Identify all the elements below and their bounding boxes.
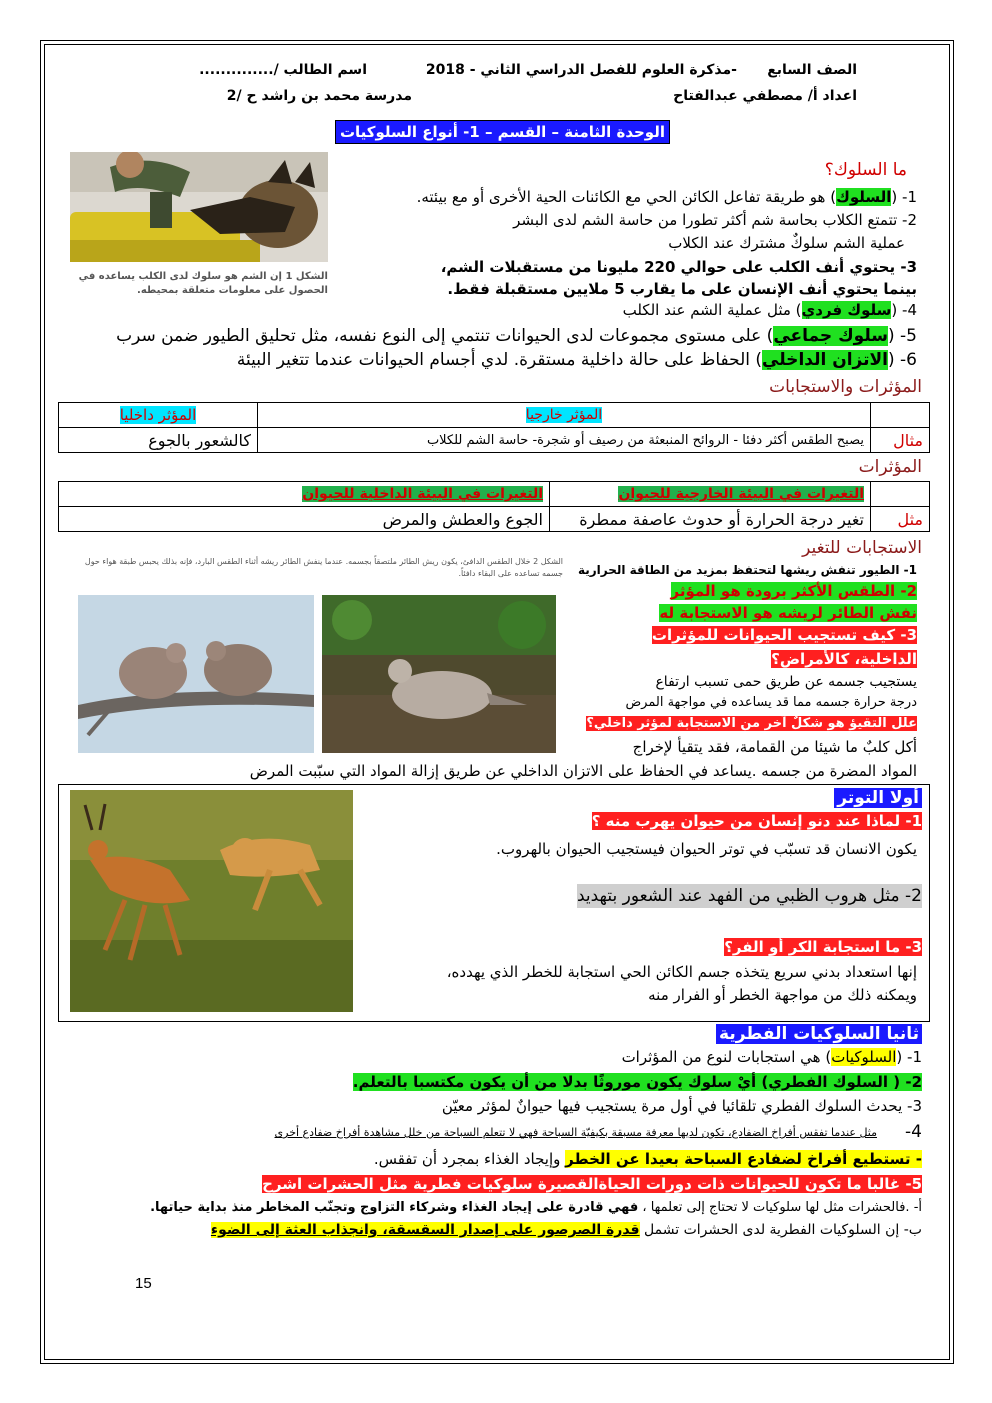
innate-l8-pre: ب- إن السلوكيات الفطرية لدى الحشرات تشمل [639,1222,922,1238]
innate-line-4-num: 4- [905,1122,922,1142]
header-school: مدرسة محمد بن راشد ح /2 [226,88,412,104]
stress-q3: 3- ما استجابة الكر أو الفر؟ [724,938,922,956]
behavior-l5-post: ) على مستوى مجموعات لدى الحيوانات تنتمي إلى النوع نفسه، مثل تحليق الطيور ضمن سرب [116,326,774,346]
stimuli-table [58,402,930,453]
stimuli-table-corner [871,403,930,428]
innate-line-8 [211,1222,922,1238]
response-1: 1- الطيور تنفش ريشها لتحتفظ بمزيد من الطاقة الحرارية [577,563,917,577]
unit-title: الوحدة الثامنة – القسم – 1- أنواع السلوكيات [335,120,670,144]
behavior-l1-post: ) هو طريقة تفاعل الكائن الحي مع الكائنات الحية الأخرى أو مع بيئته. [416,188,837,206]
cheetah-gazelle-photo [70,790,353,1012]
changes-external-header-label: التغيرات في البيئة الخارجية للحيوان [618,486,864,502]
behavior-l1-term: السلوك [836,188,892,206]
innate-l7-pre: أ- .فالحشرات مثل لها سلوكيات لا تحتاج إلى تعلمها ، [638,1200,922,1215]
changes-table-corner [871,482,930,507]
behavior-line-6 [237,350,917,370]
changes-table-external-header [550,482,871,507]
changes-table [58,481,930,532]
behavior-l4-pre: 4- ( [891,301,917,319]
innate-l7-post: فهي قادرة على إيجاد الغذاء وشركاء التزاوج وتجنّب المخاطر منذ بداية حياتها. [150,1200,639,1215]
stimuli-table-external-header [258,403,871,428]
dog-sniffing-photo [70,152,328,262]
behavior-l4-post: ) مثل عملية الشم عند الكلب [622,301,802,319]
figure1-caption: الشكل 1 إن الشم هو سلوك لدى الكلب يساعده في الحصول على معلومات متعلقة بمحيطه. [78,271,328,296]
behavior-l5-term: سلوك جماعي [773,326,888,346]
stress-a3b: ويمكنه ذلك من مواجهة الخطر أو الفرار منه [648,986,917,1004]
behavior-l6-pre: 6- ( [888,350,917,370]
response-6b: المواد المضرة من جسمه .يساعد في الحفاظ على الاتزان الداخلي عن طريق إزالة المواد التي سبّبت المرض [249,762,917,780]
behavior-line-4 [623,301,917,319]
changes-table-internal: الجوع والعطش والمرض [59,507,550,532]
stimuli-table-internal-header [59,403,258,428]
header-student-name: اسم الطالب /.............. [199,62,367,78]
behavior-l1-pre: 1- ( [891,188,917,206]
stimuli-table-row-label: مثال [871,428,930,453]
doves-cold-photo [78,595,314,753]
changes-table-external: تغير درجة الحرارة أو حدوث عاصفة ممطرة [550,507,871,532]
innate-line-5 [374,1150,922,1168]
behavior-line-3: 3- يحتوي أنف الكلب على حوالي 220 مليونا من مستقبلات الشم، [440,258,917,276]
behavior-l6-term: الاتزان الداخلي [762,350,888,370]
innate-l5-rest: وإيجاد الغذاء بمجرد أن تفقس. [373,1150,566,1168]
innate-line-1 [622,1048,922,1066]
behavior-line-2: 2- تتمتع الكلاب بحاسة شم أكثر تطورا من حاسة الشم لدى البشر [513,211,917,229]
response-2b: نفش الطائر لريشه هو الاستجابة له [659,604,917,622]
innate-line-3: 3- يحدث السلوك الفطري تلقائيا في أول مرة يستجيب فيها حيوانٌ لمؤثر معيّن [441,1097,922,1115]
header-prepared-by: اعداد أ/ مصطفي عبدالفتاح [673,88,857,104]
innate-l1-term: السلوكيات [831,1048,897,1066]
change-heading: الاستجابات للتغير [802,538,922,558]
header-grade: الصف السابع [767,62,857,78]
stress-q2: 2- مثل هروب الظبي من الفهد عند الشعور بتهديد [576,886,922,906]
response-3: 3- كيف تستجيب الحيوانات للمؤثرات [651,626,917,644]
innate-line-6: 5- غالبا ما تكون للحيوانات ذات دورات الحياةالقصيرة سلوكيات فطرية مثل الحشرات اشرح [262,1175,922,1193]
dove-warm-photo [322,595,556,753]
header-title: -مذكرة العلوم للفصل الدراسي الثاني - 2018 [425,62,737,78]
innate-line-2: 2- ( السلوك الفطري) أيْ سلوك يكون موروثًا بدلا من أن يكون مكتسبا بالتعلم. [352,1073,922,1091]
figure2-caption: الشكل 2 خلال الطقس الدافئ، يكون ريش الطائر ملتصقاً بجسمه. عندما ينفش الطائر ريشه أثناء الطقس البارد، فإنه بذلك يحبس طبقة هواء حول جسمه تساعده على البقاء دافئاً. [84,557,563,578]
stress-heading: أولا التوتر [834,788,922,808]
innate-l1-pre: 1- ( [896,1048,922,1066]
response-4: يستجيب جسمه عن طريق حمى تسبب ارتفاع [655,674,917,690]
changes-table-row-label: مثل [871,507,930,532]
stress-q1: 1- لماذا عند دنو إنسان من حيوان يهرب منه ؟ [591,812,922,830]
innate-line-4: مثل عندما تفقس أفراخ الضفادع، تكون لديها معرفة مسبقة بكيفيّة السباحة فهي لا تتعلم السباحة من خلل مشاهدة أفراخ ضفادع أخرى [274,1126,877,1139]
changes-table-internal-header [59,482,550,507]
behavior-l4-term: سلوك فردي [801,301,892,319]
innate-l1-post: ) هي استجابات لنوع من المؤثرات [621,1048,832,1066]
innate-line-7 [150,1200,922,1215]
innate-heading: ثانيا السلوكيات الفطرية [716,1024,922,1044]
stimuli-table-external: يصبح الطقس أكثر دفئا - الروائح المنبعثة من رصيف أو شجرة- حاسة الشم للكلاب [258,428,871,453]
response-3b: الداخلية، كالأمراض؟ [771,650,917,668]
response-2: 2- الطقس الأكثر برودة هو المؤثر [670,582,917,600]
behavior-l6-post: ) الحفاظ على حالة داخلية مستقرة. لدي أجسام الحيوانات عندما تتغير البيئة [236,350,763,370]
behavior-line-2b: عملية الشم سلوكٌ مشترك عند الكلاب [668,234,905,252]
stimuli-internal-header-label: المؤثر داخليا [119,406,197,424]
behavior-line-5 [116,326,917,346]
page-number: 15 [135,1275,152,1292]
behavior-line-1 [417,188,917,206]
response-4b: درجة حرارة جسمه مما قد يساعده في مواجهة المرض [625,695,917,710]
stimuli2-heading: المؤثرات [858,457,922,477]
innate-l5-highlight: - تستطيع أفراخ لضفادع السباحة بعيدا عن الخطر [565,1150,922,1168]
stimuli-heading: المؤثرات والاستجابات [769,377,922,397]
response-5: علل التقيؤ هو شكلٌ آخر من الاستجابة لمؤثر داخلي؟ [586,716,917,731]
response-6: أكل كلبٌ ما شيئا من القمامة، فقد يتقيأ لإخراج [632,738,917,756]
behavior-question: ما السلوك؟ [824,160,907,180]
changes-internal-header-label: التغيرات في البيئة الداخلية للحيوان [302,486,543,502]
stress-a3: إنها استعداد بدني سريع يتخذه جسم الكائن الحي استجابة للخطر الذي يهدده، [446,963,917,981]
behavior-line-3b: بينما يحتوي أنف الإنسان على ما يقارب 5 ملايين مستقبلة فقط. [447,280,917,298]
stress-a1: يكون الانسان قد تسبّب في توتر الحيوان فيستجيب الحيوان بالهروب. [496,840,917,858]
stimuli-table-internal: كالشعور بالجوع [59,428,258,453]
stimuli-external-header-label: المؤثر خارجيا [525,407,603,423]
behavior-l5-pre: 5- ( [888,326,917,346]
innate-l8-term: قدرة الصرصور على إصدار السقسقة، وانجذاب العثة إلى الضوء [210,1222,640,1238]
